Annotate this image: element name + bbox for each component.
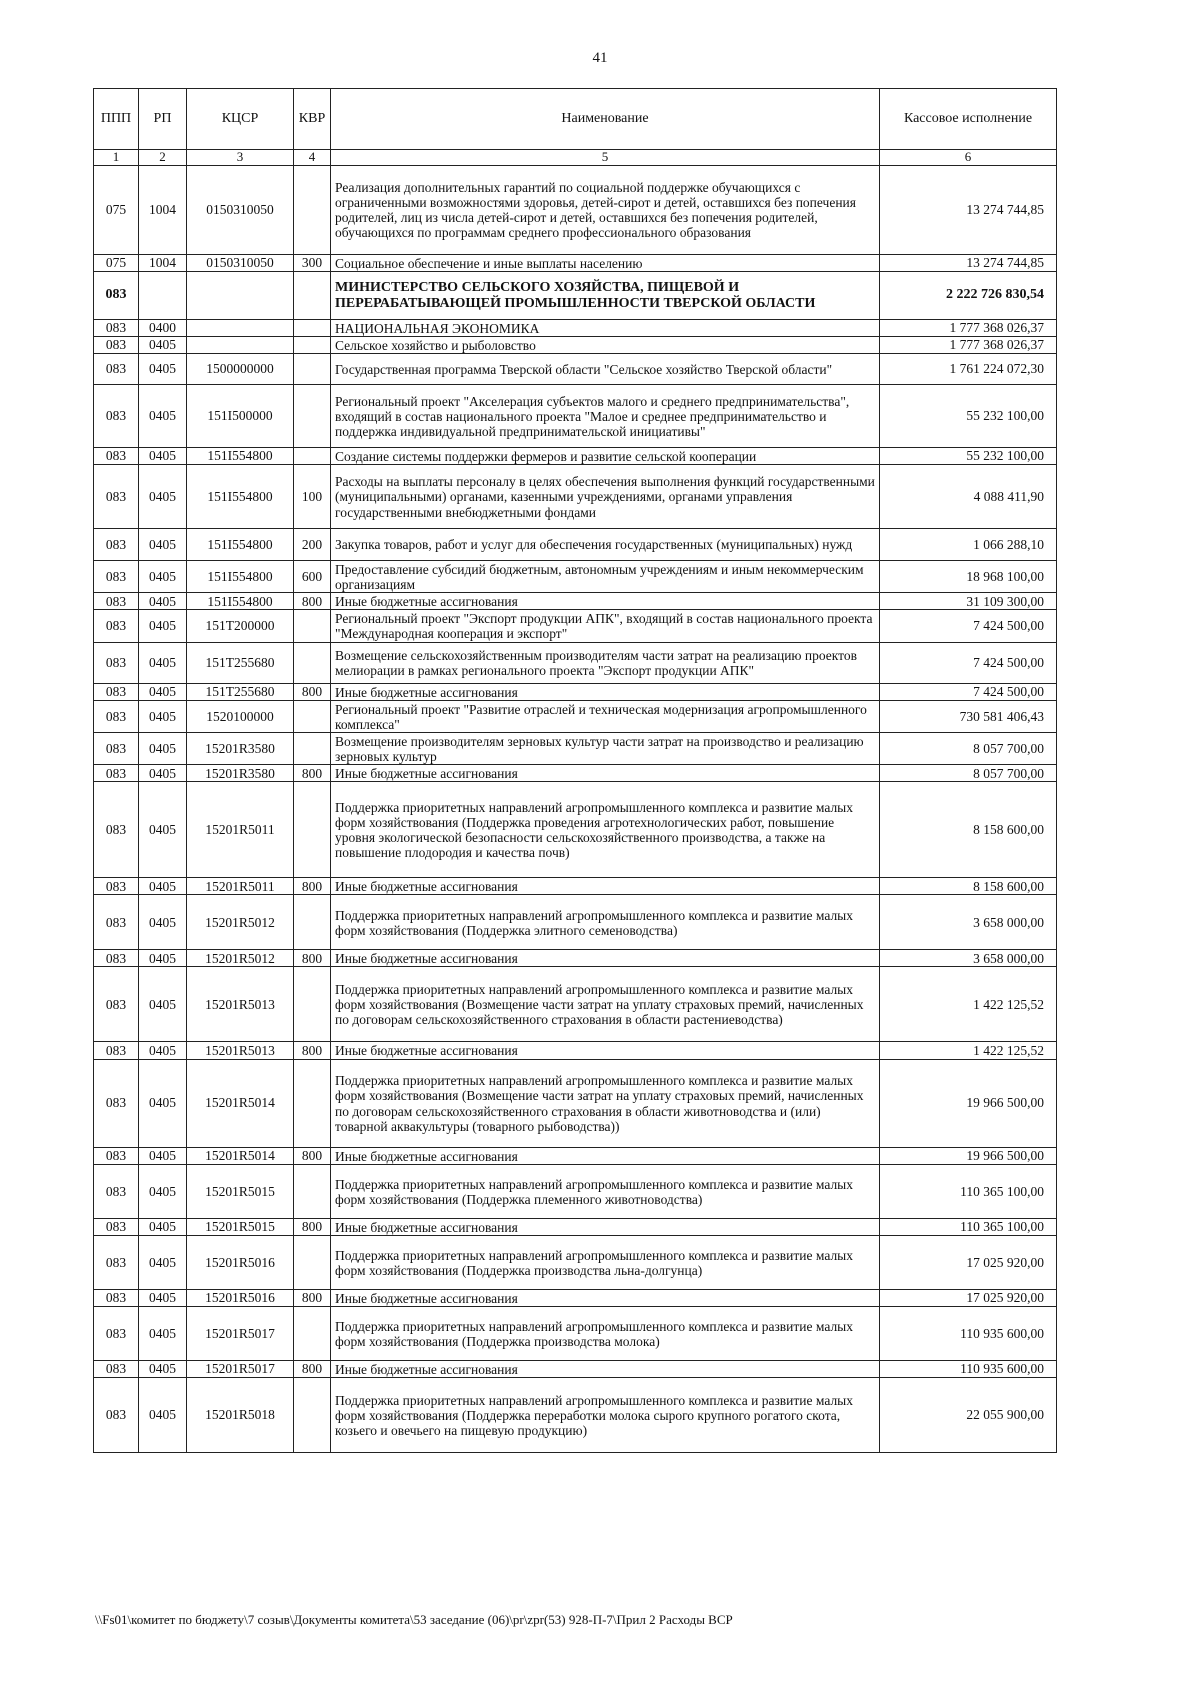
cell-amount: 110 365 100,00	[880, 1164, 1057, 1218]
table-header-row	[94, 89, 1057, 150]
cell-amount: 55 232 100,00	[880, 447, 1057, 464]
cell-kvr: 800	[294, 878, 331, 895]
cell-kvr	[294, 1059, 331, 1147]
cell-kcsr: 0150310050	[187, 254, 294, 271]
cell-amount: 17 025 920,00	[880, 1235, 1057, 1289]
cell-kcsr: 151T200000	[187, 610, 294, 642]
cell-kvr	[294, 384, 331, 447]
table-row	[94, 1360, 1057, 1377]
cell-name: Поддержка приоритетных направлений агропромышленного комплекса и развитие малых форм хозяйствования (Поддержка переработки молока сырого крупного рогатого скота, козьего и овечьего на пищевую продукцию)	[331, 1377, 880, 1452]
cell-ppp: 083	[94, 765, 139, 782]
cell-rp: 0405	[139, 895, 187, 950]
table-row	[94, 384, 1057, 447]
cell-name: Поддержка приоритетных направлений агропромышленного комплекса и развитие малых форм хозяйствования (Поддержка элитного семеноводства)	[331, 895, 880, 950]
cell-amount: 1 422 125,52	[880, 967, 1057, 1042]
cell-amount: 1 422 125,52	[880, 1042, 1057, 1059]
cell-kvr	[294, 1306, 331, 1360]
cell-rp: 0405	[139, 528, 187, 560]
table-row	[94, 895, 1057, 950]
cell-rp	[139, 271, 187, 319]
table-row	[94, 593, 1057, 610]
table-row	[94, 1235, 1057, 1289]
cell-name: НАЦИОНАЛЬНАЯ ЭКОНОМИКА	[331, 319, 880, 336]
table-row	[94, 1289, 1057, 1306]
cell-kvr: 800	[294, 683, 331, 700]
table-row	[94, 878, 1057, 895]
cell-ppp: 075	[94, 254, 139, 271]
cell-name: МИНИСТЕРСТВО СЕЛЬСКОГО ХОЗЯЙСТВА, ПИЩЕВОЙ И ПЕРЕРАБАТЫВАЮЩЕЙ ПРОМЫШЛЕННОСТИ ТВЕРСКОЙ ОБЛАСТИ	[331, 271, 880, 319]
cell-amount: 8 158 600,00	[880, 878, 1057, 895]
cell-rp: 0405	[139, 700, 187, 732]
cell-name: Иные бюджетные ассигнования	[331, 1147, 880, 1164]
cell-kcsr: 15201R5012	[187, 950, 294, 967]
cell-name: Иные бюджетные ассигнования	[331, 1289, 880, 1306]
cell-ppp: 083	[94, 1042, 139, 1059]
table-row	[94, 165, 1057, 254]
header-kcsr: КЦСР	[187, 89, 294, 150]
cell-kvr: 800	[294, 1218, 331, 1235]
cell-ppp: 083	[94, 967, 139, 1042]
cell-rp: 0405	[139, 447, 187, 464]
column-number-row	[94, 150, 1057, 166]
header-ppp: ППП	[94, 89, 139, 150]
cell-kcsr: 15201R5011	[187, 878, 294, 895]
cell-name: Иные бюджетные ассигнования	[331, 683, 880, 700]
cell-ppp: 083	[94, 384, 139, 447]
cell-rp: 0405	[139, 683, 187, 700]
cell-amount: 4 088 411,90	[880, 464, 1057, 528]
cell-kcsr: 15201R5017	[187, 1306, 294, 1360]
table-row	[94, 1147, 1057, 1164]
cell-name: Поддержка приоритетных направлений агропромышленного комплекса и развитие малых форм хозяйствования (Поддержка племенного животноводства)	[331, 1164, 880, 1218]
cell-kvr: 100	[294, 464, 331, 528]
cell-name: Региональный проект "Акселерация субъектов малого и среднего предпринимательства", входящий в состав национального проекта "Малое и среднее предпринимательство и поддержка индивидуальной предпринимательской инициативы"	[331, 384, 880, 447]
cell-ppp: 083	[94, 319, 139, 336]
cell-ppp: 083	[94, 447, 139, 464]
header-amount: Кассовое исполнение	[880, 89, 1057, 150]
cell-amount: 8 158 600,00	[880, 782, 1057, 878]
cell-name: Поддержка приоритетных направлений агропромышленного комплекса и развитие малых форм хозяйствования (Поддержка проведения агротехнологических работ, повышение уровня экологической безопасности сельскохозяйственного производства, а также на повышение плодородия и качества почв)	[331, 782, 880, 878]
cell-kvr	[294, 336, 331, 353]
cell-amount: 8 057 700,00	[880, 765, 1057, 782]
cell-kcsr: 151T255680	[187, 683, 294, 700]
cell-kvr: 800	[294, 1360, 331, 1377]
cell-kvr	[294, 1377, 331, 1452]
cell-ppp: 083	[94, 1306, 139, 1360]
cell-rp: 0405	[139, 1059, 187, 1147]
cell-kvr	[294, 700, 331, 732]
cell-rp: 0405	[139, 610, 187, 642]
table-row	[94, 950, 1057, 967]
cell-kcsr: 15201R5013	[187, 1042, 294, 1059]
cell-rp: 0405	[139, 1235, 187, 1289]
cell-rp: 0405	[139, 560, 187, 592]
cell-name: Иные бюджетные ассигнования	[331, 1218, 880, 1235]
header-name: Наименование	[331, 89, 880, 150]
cell-rp: 0405	[139, 878, 187, 895]
cell-amount: 31 109 300,00	[880, 593, 1057, 610]
cell-kcsr: 15201R5011	[187, 782, 294, 878]
cell-amount: 55 232 100,00	[880, 384, 1057, 447]
cell-rp: 0405	[139, 1306, 187, 1360]
cell-kcsr: 151I554800	[187, 528, 294, 560]
cell-kcsr	[187, 319, 294, 336]
table-row	[94, 1042, 1057, 1059]
cell-ppp: 083	[94, 1289, 139, 1306]
cell-rp: 1004	[139, 254, 187, 271]
table-row	[94, 528, 1057, 560]
cell-amount: 110 365 100,00	[880, 1218, 1057, 1235]
cell-rp: 0405	[139, 732, 187, 764]
cell-kvr: 800	[294, 593, 331, 610]
cell-ppp: 083	[94, 353, 139, 384]
cell-rp: 0405	[139, 1042, 187, 1059]
cell-kcsr: 15201R5018	[187, 1377, 294, 1452]
cell-amount: 1 777 368 026,37	[880, 319, 1057, 336]
cell-name: Иные бюджетные ассигнования	[331, 593, 880, 610]
table-row	[94, 1059, 1057, 1147]
cell-ppp: 083	[94, 683, 139, 700]
cell-amount: 19 966 500,00	[880, 1147, 1057, 1164]
table-row	[94, 464, 1057, 528]
table-row	[94, 319, 1057, 336]
cell-rp: 0405	[139, 967, 187, 1042]
cell-ppp: 083	[94, 336, 139, 353]
table-row	[94, 732, 1057, 764]
column-number: 3	[187, 150, 294, 166]
budget-table	[93, 88, 1057, 1453]
footer-file-path: \\Fs01\комитет по бюджету\7 созыв\Документы комитета\53 заседание (06)\pr\zpr(53) 928-П-7\Прил 2 Расходы ВСР	[95, 1612, 733, 1627]
cell-rp: 0405	[139, 765, 187, 782]
cell-kvr	[294, 165, 331, 254]
cell-kcsr	[187, 336, 294, 353]
table-row	[94, 254, 1057, 271]
cell-kcsr: 15201R5014	[187, 1059, 294, 1147]
table-row	[94, 782, 1057, 878]
cell-name: Региональный проект "Экспорт продукции АПК", входящий в состав национального проекта "Международная кооперация и экспорт"	[331, 610, 880, 642]
cell-kvr	[294, 1164, 331, 1218]
cell-kvr: 300	[294, 254, 331, 271]
cell-rp: 0405	[139, 464, 187, 528]
cell-name: Иные бюджетные ассигнования	[331, 1042, 880, 1059]
cell-rp: 0405	[139, 950, 187, 967]
cell-kvr: 800	[294, 765, 331, 782]
cell-kcsr: 151I500000	[187, 384, 294, 447]
cell-kcsr: 151I554800	[187, 447, 294, 464]
cell-kcsr: 15201R5016	[187, 1289, 294, 1306]
budget-table-container	[93, 88, 1056, 1453]
cell-amount: 17 025 920,00	[880, 1289, 1057, 1306]
cell-name: Иные бюджетные ассигнования	[331, 878, 880, 895]
cell-name: Иные бюджетные ассигнования	[331, 950, 880, 967]
column-number: 2	[139, 150, 187, 166]
cell-rp: 0405	[139, 1147, 187, 1164]
cell-kcsr: 15201R5012	[187, 895, 294, 950]
cell-kcsr: 15201R5016	[187, 1235, 294, 1289]
cell-rp: 0405	[139, 1377, 187, 1452]
cell-ppp: 083	[94, 528, 139, 560]
cell-kcsr: 1520100000	[187, 700, 294, 732]
cell-ppp: 083	[94, 878, 139, 895]
column-number: 1	[94, 150, 139, 166]
cell-ppp: 083	[94, 593, 139, 610]
cell-amount: 18 968 100,00	[880, 560, 1057, 592]
cell-kcsr: 0150310050	[187, 165, 294, 254]
cell-rp: 0405	[139, 782, 187, 878]
cell-name: Возмещение производителям зерновых культур части затрат на производство и реализацию зерновых культур	[331, 732, 880, 764]
cell-kcsr: 15201R5017	[187, 1360, 294, 1377]
cell-ppp: 083	[94, 1164, 139, 1218]
cell-amount: 2 222 726 830,54	[880, 271, 1057, 319]
cell-rp: 0405	[139, 1218, 187, 1235]
cell-ppp: 083	[94, 1360, 139, 1377]
cell-kvr	[294, 732, 331, 764]
cell-kcsr: 15201R5013	[187, 967, 294, 1042]
cell-kcsr: 15201R5015	[187, 1218, 294, 1235]
table-row	[94, 447, 1057, 464]
cell-name: Социальное обеспечение и иные выплаты населению	[331, 254, 880, 271]
cell-ppp: 083	[94, 782, 139, 878]
table-row	[94, 271, 1057, 319]
cell-amount: 19 966 500,00	[880, 1059, 1057, 1147]
cell-rp: 0405	[139, 1164, 187, 1218]
cell-name: Поддержка приоритетных направлений агропромышленного комплекса и развитие малых форм хозяйствования (Поддержка производства льна-долгунца)	[331, 1235, 880, 1289]
column-number: 6	[880, 150, 1057, 166]
cell-ppp: 083	[94, 700, 139, 732]
cell-kcsr	[187, 271, 294, 319]
cell-name: Расходы на выплаты персоналу в целях обеспечения выполнения функций государственными (муниципальными) органами, казенными учреждениями, органами управления государственными внебюджетными фондами	[331, 464, 880, 528]
cell-amount: 7 424 500,00	[880, 683, 1057, 700]
cell-kcsr: 151I554800	[187, 560, 294, 592]
table-row	[94, 353, 1057, 384]
cell-kvr: 800	[294, 1289, 331, 1306]
cell-amount: 13 274 744,85	[880, 254, 1057, 271]
cell-amount: 110 935 600,00	[880, 1306, 1057, 1360]
cell-ppp: 083	[94, 1235, 139, 1289]
table-row	[94, 610, 1057, 642]
table-body	[94, 165, 1057, 1452]
cell-ppp: 083	[94, 560, 139, 592]
cell-ppp: 083	[94, 950, 139, 967]
cell-ppp: 083	[94, 610, 139, 642]
cell-amount: 1 777 368 026,37	[880, 336, 1057, 353]
cell-amount: 7 424 500,00	[880, 642, 1057, 683]
cell-kcsr: 151I554800	[187, 593, 294, 610]
cell-name: Поддержка приоритетных направлений агропромышленного комплекса и развитие малых форм хозяйствования (Возмещение части затрат на уплату страховых премий, начисленных по договорам сельскохозяйственного страхования в области животноводства и (или) товарной аквакультуры (товарного рыбоводства))	[331, 1059, 880, 1147]
cell-rp: 0400	[139, 319, 187, 336]
cell-kvr	[294, 610, 331, 642]
cell-amount: 8 057 700,00	[880, 732, 1057, 764]
cell-ppp: 083	[94, 1059, 139, 1147]
cell-kvr	[294, 353, 331, 384]
cell-amount: 3 658 000,00	[880, 950, 1057, 967]
cell-amount: 7 424 500,00	[880, 610, 1057, 642]
cell-kcsr: 15201R5015	[187, 1164, 294, 1218]
cell-ppp: 083	[94, 895, 139, 950]
cell-kcsr: 1500000000	[187, 353, 294, 384]
cell-amount: 13 274 744,85	[880, 165, 1057, 254]
cell-name: Предоставление субсидий бюджетным, автономным учреждениям и иным некоммерческим организациям	[331, 560, 880, 592]
cell-rp: 1004	[139, 165, 187, 254]
cell-ppp: 075	[94, 165, 139, 254]
cell-kvr: 600	[294, 560, 331, 592]
cell-rp: 0405	[139, 642, 187, 683]
cell-rp: 0405	[139, 353, 187, 384]
page-number: 41	[592, 50, 608, 66]
cell-kvr	[294, 642, 331, 683]
cell-kvr	[294, 271, 331, 319]
cell-ppp: 083	[94, 1377, 139, 1452]
table-row	[94, 700, 1057, 732]
cell-name: Иные бюджетные ассигнования	[331, 765, 880, 782]
cell-ppp: 083	[94, 271, 139, 319]
cell-amount: 1 761 224 072,30	[880, 353, 1057, 384]
cell-kvr	[294, 319, 331, 336]
cell-ppp: 083	[94, 1218, 139, 1235]
cell-kvr: 800	[294, 950, 331, 967]
table-row	[94, 1306, 1057, 1360]
table-row	[94, 967, 1057, 1042]
cell-rp: 0405	[139, 384, 187, 447]
table-row	[94, 642, 1057, 683]
cell-amount: 22 055 900,00	[880, 1377, 1057, 1452]
table-row	[94, 1164, 1057, 1218]
cell-kcsr: 15201R3580	[187, 765, 294, 782]
cell-rp: 0405	[139, 593, 187, 610]
cell-kcsr: 151I554800	[187, 464, 294, 528]
column-number: 4	[294, 150, 331, 166]
cell-kcsr: 15201R5014	[187, 1147, 294, 1164]
cell-name: Государственная программа Тверской области "Сельское хозяйство Тверской области"	[331, 353, 880, 384]
cell-ppp: 083	[94, 642, 139, 683]
table-row	[94, 1377, 1057, 1452]
cell-name: Сельское хозяйство и рыболовство	[331, 336, 880, 353]
cell-kvr: 800	[294, 1147, 331, 1164]
table-row	[94, 1218, 1057, 1235]
cell-amount: 110 935 600,00	[880, 1360, 1057, 1377]
header-kvr: КВР	[294, 89, 331, 150]
column-number: 5	[331, 150, 880, 166]
cell-kvr	[294, 967, 331, 1042]
cell-name: Создание системы поддержки фермеров и развитие сельской кооперации	[331, 447, 880, 464]
table-row	[94, 683, 1057, 700]
cell-name: Реализация дополнительных гарантий по социальной поддержке обучающихся с ограниченными возможностями здоровья, детей-сирот и детей, оставшихся без попечения родителей, лиц из числа детей-сирот и детей, оставшихся без попечения родителей, обучающихся по программам среднего профессионального образования	[331, 165, 880, 254]
cell-amount: 3 658 000,00	[880, 895, 1057, 950]
cell-kcsr: 151T255680	[187, 642, 294, 683]
cell-kcsr: 15201R3580	[187, 732, 294, 764]
header-rp: РП	[139, 89, 187, 150]
cell-ppp: 083	[94, 732, 139, 764]
cell-amount: 1 066 288,10	[880, 528, 1057, 560]
cell-name: Региональный проект "Развитие отраслей и техническая модернизация агропромышленного комплекса"	[331, 700, 880, 732]
cell-kvr	[294, 447, 331, 464]
cell-kvr	[294, 782, 331, 878]
cell-amount: 730 581 406,43	[880, 700, 1057, 732]
cell-ppp: 083	[94, 464, 139, 528]
cell-rp: 0405	[139, 336, 187, 353]
cell-name: Закупка товаров, работ и услуг для обеспечения государственных (муниципальных) нужд	[331, 528, 880, 560]
cell-rp: 0405	[139, 1289, 187, 1306]
cell-ppp: 083	[94, 1147, 139, 1164]
cell-name: Иные бюджетные ассигнования	[331, 1360, 880, 1377]
cell-kvr	[294, 895, 331, 950]
cell-name: Возмещение сельскохозяйственным производителям части затрат на реализацию проектов мелиорации в рамках регионального проекта "Экспорт продукции АПК"	[331, 642, 880, 683]
table-row	[94, 336, 1057, 353]
cell-name: Поддержка приоритетных направлений агропромышленного комплекса и развитие малых форм хозяйствования (Поддержка производства молока)	[331, 1306, 880, 1360]
table-row	[94, 765, 1057, 782]
cell-kvr: 800	[294, 1042, 331, 1059]
cell-rp: 0405	[139, 1360, 187, 1377]
cell-kvr	[294, 1235, 331, 1289]
cell-name: Поддержка приоритетных направлений агропромышленного комплекса и развитие малых форм хозяйствования (Возмещение части затрат на уплату страховых премий, начисленных по договорам сельскохозяйственного страхования в области растениеводства)	[331, 967, 880, 1042]
table-row	[94, 560, 1057, 592]
cell-kvr: 200	[294, 528, 331, 560]
